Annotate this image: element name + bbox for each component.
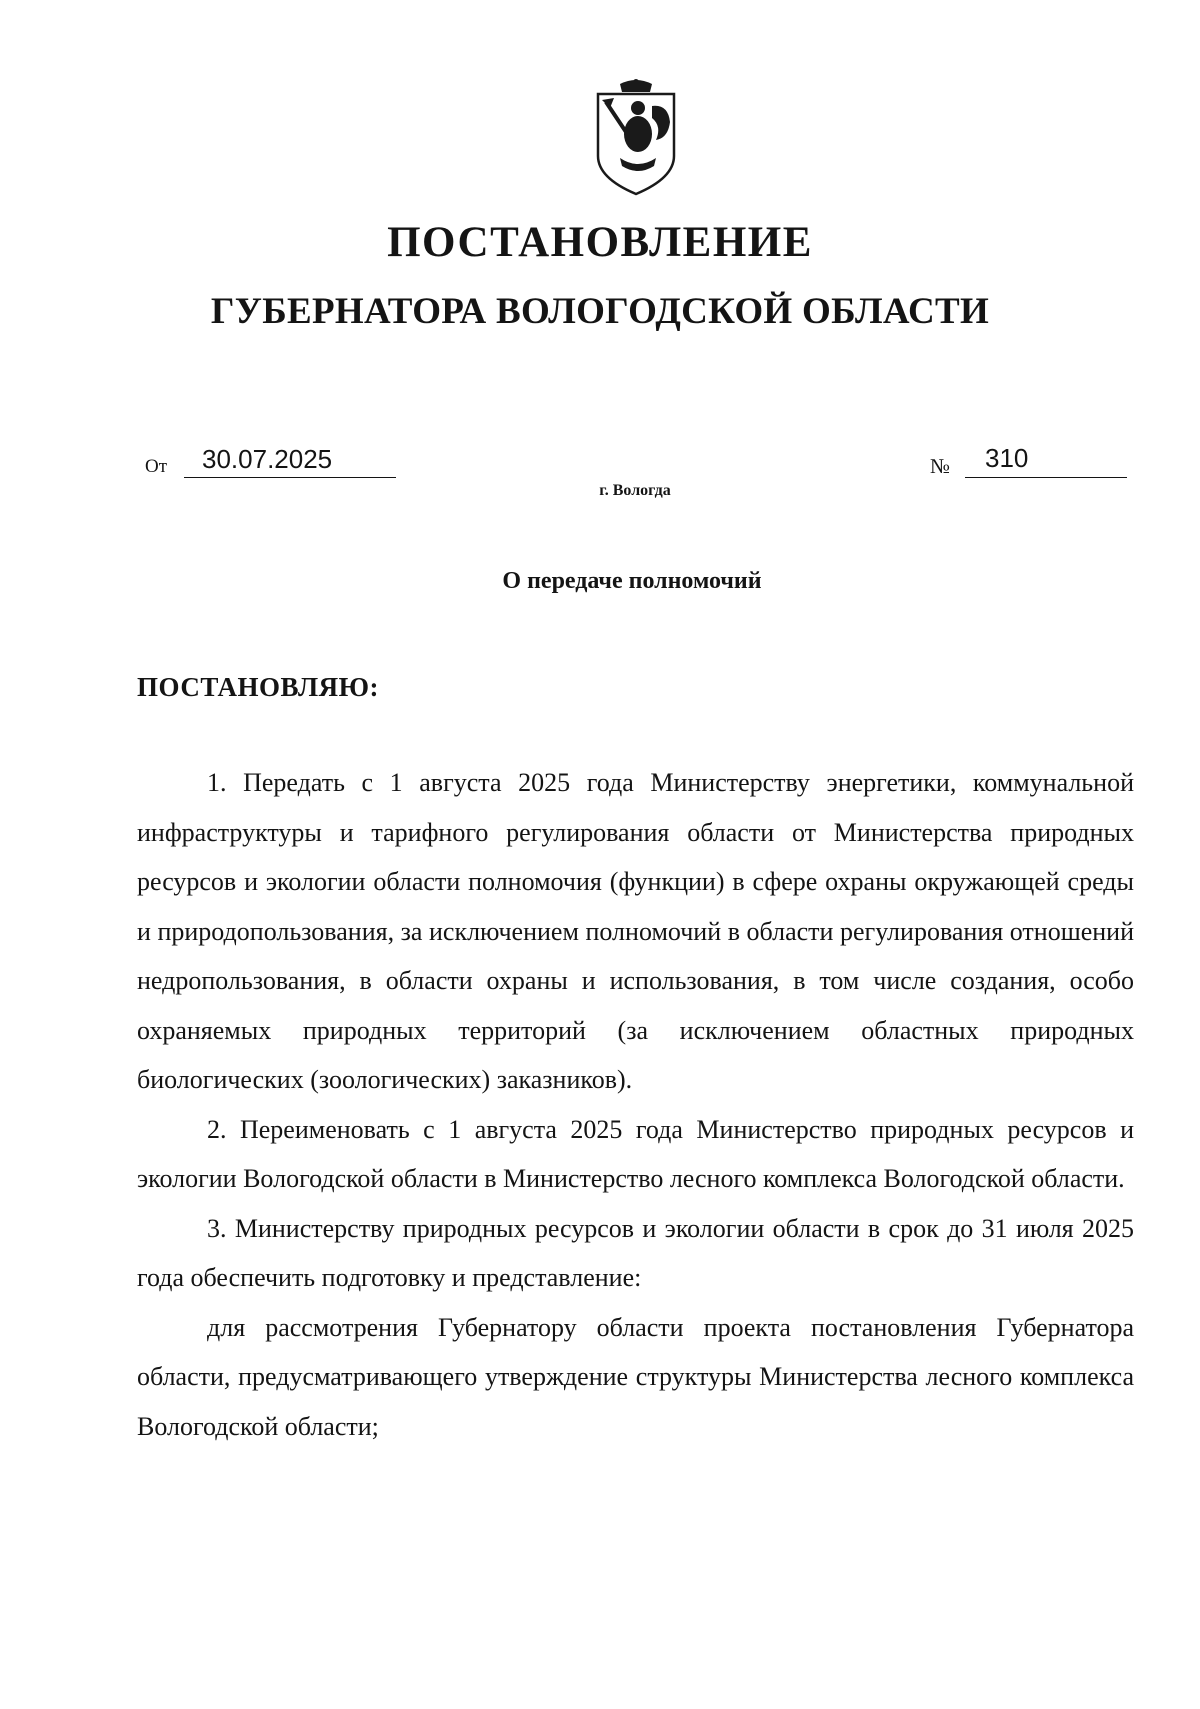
document-title: ПОСТАНОВЛЕНИЕ: [387, 219, 813, 266]
paragraph-1: 1. Передать с 1 августа 2025 года Министерству энергетики, коммунальной инфраструктуры и тарифного регулирования области от Министерства природных ресурсов и экологии области полномочия (функции) в сфере охраны окружающей среды и природопользования, за исключением полномочий в области регулирования отношений недропользования, в области охраны и использования, в том числе создания, особо охраняемых природных территорий (за исключением областных природных биологических (зоологических) заказников).: [137, 768, 1134, 1094]
document-date: 30.07.2025: [184, 444, 396, 478]
coat-of-arms-icon: [590, 78, 682, 196]
document-body: [137, 758, 1134, 1451]
paragraph-2: 2. Переименовать с 1 августа 2025 года Министерство природных ресурсов и экологии Вологодской области в Министерство лесного комплекса Вологодской области.: [137, 1114, 1134, 1193]
document-number: 310: [965, 442, 1127, 478]
number-prefix: №: [930, 454, 951, 478]
document-issuer: ГУБЕРНАТОРА ВОЛОГОДСКОЙ ОБЛАСТИ: [210, 291, 990, 332]
document-subject: О передаче полномочий: [502, 568, 762, 594]
city-label: г. Вологда: [599, 482, 671, 499]
decree-word: ПОСТАНОВЛЯЮ:: [137, 672, 379, 702]
paragraph-3: 3. Министерству природных ресурсов и экологии области в срок до 31 июля 2025 года обеспечить подготовку и представление:: [137, 1213, 1134, 1292]
date-prefix: От: [145, 456, 168, 477]
paragraph-4: для рассмотрения Губернатору области проекта постановления Губернатора области, предусматривающего утверждение структуры Министерства лесного комплекса Вологодской области;: [137, 1312, 1134, 1441]
